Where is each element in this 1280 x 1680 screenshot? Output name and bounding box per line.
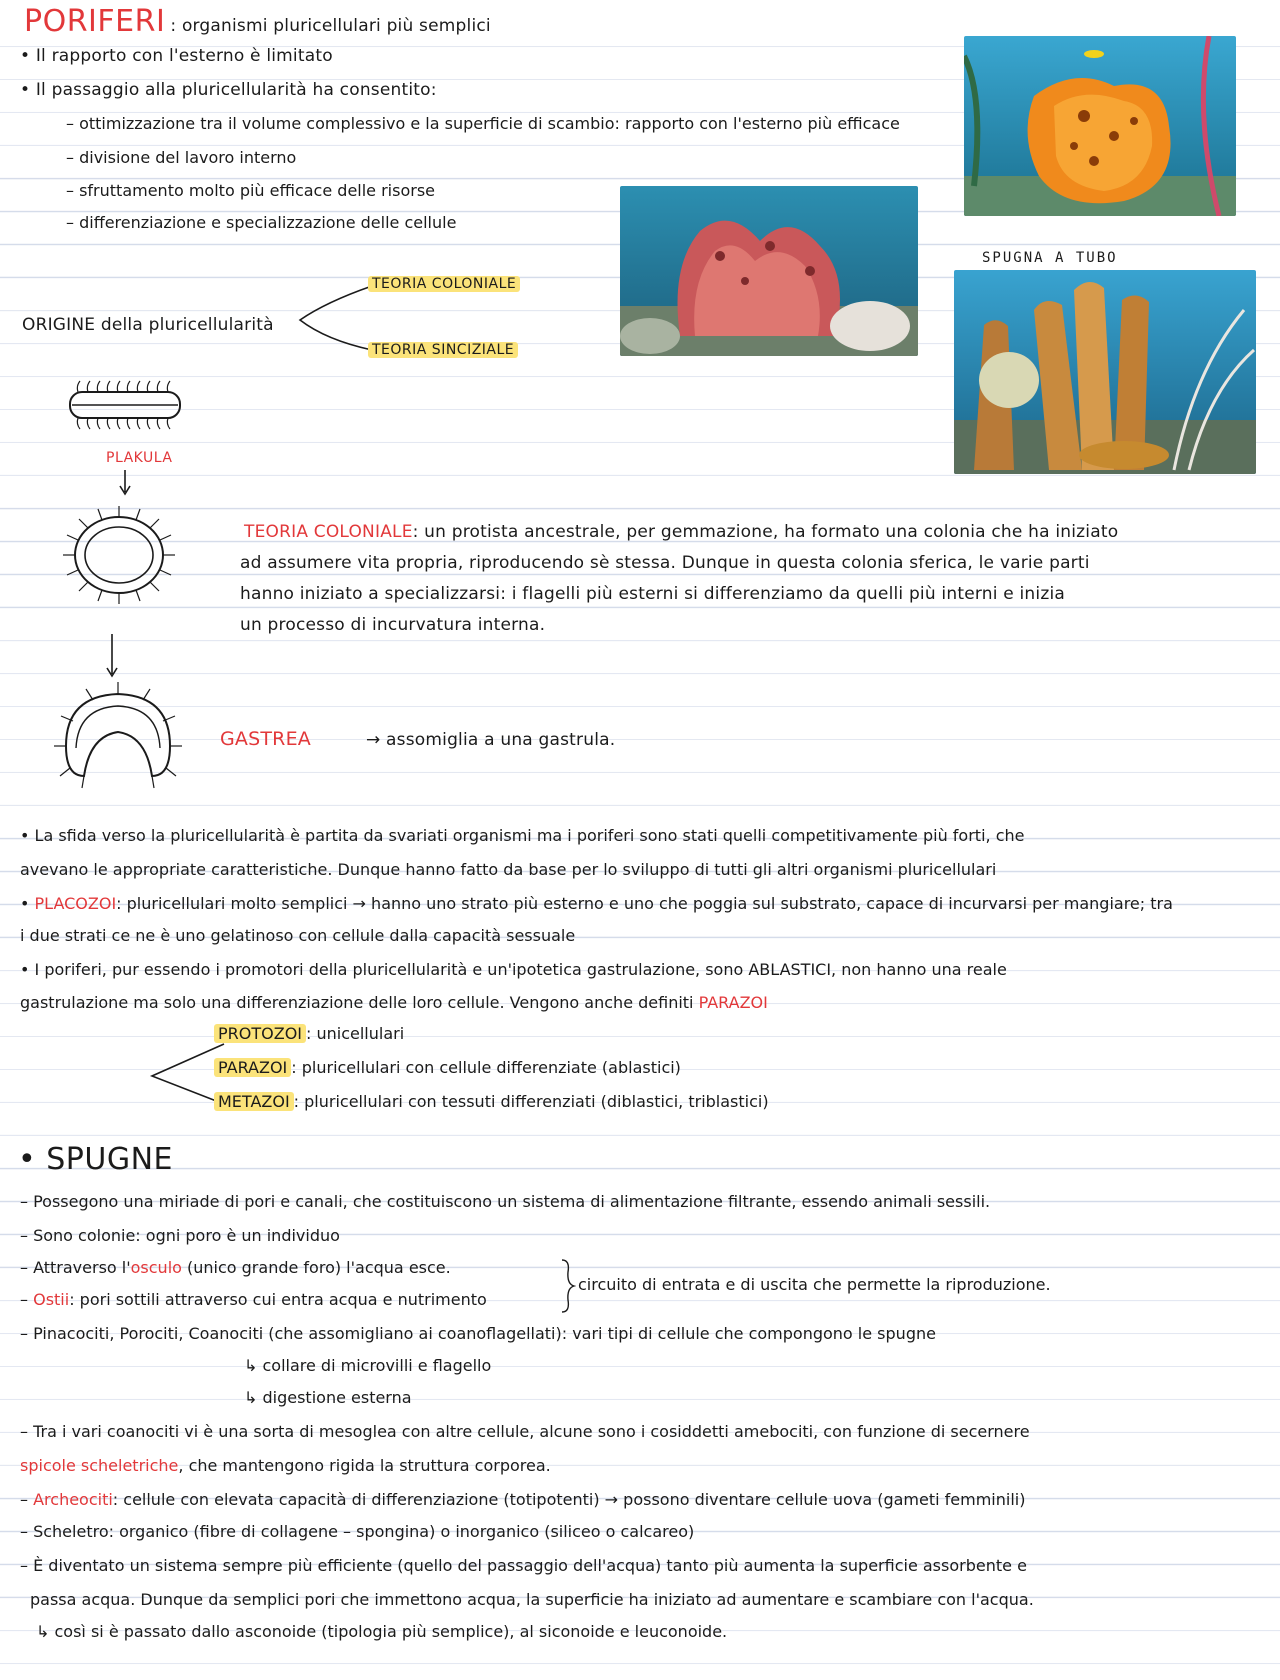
pink-sponge-photo (620, 186, 918, 356)
sponges-line-2: – Sono colonie: ogni poro è un individuo (20, 1226, 340, 1245)
arrow-down-icon (105, 634, 119, 678)
paragraph-2-bullet: • (20, 894, 35, 913)
colonial-theory-line-4: un processo di incurvatura interna. (240, 615, 546, 635)
sponges-line-4-post: : pori sottili attraverso cui entra acqua e nutrimento (69, 1290, 487, 1309)
paragraph-2-line-1 (20, 894, 1173, 913)
sponges-line-7 (20, 1490, 1025, 1509)
theory-sinciziale-tag: TEORIA SINCIZIALE (368, 342, 518, 358)
class-protozoi (214, 1024, 404, 1043)
intro-bullet-1: • Il rapporto con l'esterno è limitato (20, 46, 333, 66)
parazoi-term: PARAZOI (698, 993, 768, 1012)
colonial-theory-line-1 (244, 522, 1118, 542)
sponges-line-4-pre: – (20, 1290, 34, 1309)
class-desc: : unicellulari (306, 1024, 405, 1043)
paragraph-3-line-1: • I poriferi, pur essendo i promotori della pluricellularità e un'ipotetica gastrulazione, sono ABLASTICI, non hanno una reale (20, 960, 1007, 979)
page-title: PORIFERI (24, 4, 166, 39)
paragraph-3-text-2: gastrulazione ma solo una differenziazione delle loro cellule. Vengono anche definiti (20, 993, 699, 1012)
brace-icon (560, 1258, 576, 1314)
sponges-line-6b-text: , che mantengono rigida la struttura corporea. (178, 1456, 551, 1475)
class-term: PROTOZOI (214, 1024, 306, 1043)
sponges-line-7-pre: – (20, 1490, 34, 1509)
sponges-line-6b (20, 1456, 551, 1475)
paragraph-2-text-1: : pluricellulari molto semplici → hanno uno strato più esterno e uno che poggia sul substrato, capace di incurvarsi per mangiare; tra (116, 894, 1173, 913)
sponges-line-8: – Scheletro: organico (fibre di collagene – spongina) o inorganico (siliceo o calcareo) (20, 1522, 695, 1541)
intro-sub-4: – differenziazione e specializzazione delle cellule (66, 213, 457, 232)
tube-sponge-photo (954, 270, 1256, 474)
arrow-down-icon (118, 470, 132, 496)
colonial-theory-text-1: : un protista ancestrale, per gemmazione, ha formato una colonia che ha iniziato (412, 522, 1119, 542)
placozoi-term: PLACOZOI (34, 894, 117, 913)
paragraph-1-line-2: avevano le appropriate caratteristiche. Dunque hanno fatto da base per lo sviluppo di tutti gli altri organismi pluricellulari (20, 860, 997, 879)
sponges-line-6: – Tra i vari coanociti vi è una sorta di mesoglea con altre cellule, alcune sono i cosiddetti amebociti, con funzione di secernere (20, 1422, 1030, 1441)
colonial-theory-line-2: ad assumere vita propria, riproducendo sè stessa. Dunque in questa colonia sferica, le varie parti (240, 553, 1090, 573)
archeociti-term: Archeociti (33, 1490, 113, 1509)
class-metazoi (214, 1092, 769, 1111)
orange-sponge-photo (964, 36, 1236, 216)
sponges-line-5a: ↳ collare di microvilli e flagello (244, 1356, 492, 1375)
osculo-term: osculo (130, 1258, 182, 1277)
paragraph-1-line-1: • La sfida verso la pluricellularità è partita da svariati organismi ma i poriferi sono stati quelli competitivamente più forti, che (20, 826, 1025, 845)
origin-branch-lines (296, 278, 376, 358)
sponges-line-9b: passa acqua. Dunque da semplici pori che immettono acqua, la superficie ha iniziato ad aumentare e scambiare con l'acqua. (30, 1590, 1034, 1609)
sponges-line-1: – Possegono una miriade di pori e canali, che costituiscono un sistema di alimentazione filtrante, essendo animali sessili. (20, 1192, 991, 1211)
sponges-line-3-pre: – Attraverso l' (20, 1258, 131, 1277)
page-title-block (24, 4, 491, 39)
plakula-label: PLAKULA (106, 450, 173, 466)
colonial-theory-line-3: hanno iniziato a specializzarsi: i flagelli più esterni si differenziamo da quelli più interni e inizia (240, 584, 1065, 604)
sponges-line-3 (20, 1258, 451, 1277)
paragraph-2-line-2: i due strati ce ne è uno gelatinoso con cellule dalla capacità sessuale (20, 926, 576, 945)
sponges-line-9c: ↳ così si è passato dallo asconoide (tipologia più semplice), al siconoide e leuconoide. (36, 1622, 728, 1641)
sponges-line-4 (20, 1290, 487, 1309)
intro-bullet-2: • Il passaggio alla pluricellularità ha consentito: (20, 80, 437, 100)
class-term: METAZOI (214, 1092, 294, 1111)
theory-coloniale-tag: TEORIA COLONIALE (368, 276, 520, 292)
sponges-line-5: – Pinacociti, Porociti, Coanociti (che assomigliano ai coanoflagellati): vari tipi di cellule che compongono le spugne (20, 1324, 936, 1343)
colonial-theory-title: TEORIA COLONIALE (244, 522, 413, 542)
intro-sub-1: – ottimizzazione tra il volume complessivo e la superficie di scambio: rapporto con l'esterno più efficace (66, 114, 900, 133)
sponges-line-7-post: : cellule con elevata capacità di differenziazione (totipotenti) → possono diventare cellule uova (gameti femminili) (112, 1490, 1026, 1509)
origin-label: ORIGINE della pluricellularità (22, 315, 274, 335)
brace-note: circuito di entrata e di uscita che permette la riproduzione. (578, 1275, 1051, 1294)
intro-sub-3: – sfruttamento molto più efficace delle risorse (66, 181, 436, 200)
ostii-term: Ostii (33, 1290, 70, 1309)
page-subtitle: : organismi pluricellulari più semplici (170, 16, 491, 36)
sponges-line-5b: ↳ digestione esterna (244, 1388, 412, 1407)
class-term: PARAZOI (214, 1058, 291, 1077)
sponges-title: • SPUGNE (18, 1142, 173, 1177)
sponges-line-9: – È diventato un sistema sempre più efficiente (quello del passaggio dell'acqua) tanto più aumenta la superficie assorbente e (20, 1556, 1027, 1575)
plakula-drawing (60, 378, 190, 434)
gastrea-drawing (48, 676, 188, 796)
sponges-line-3-post: (unico grande foro) l'acqua esce. (181, 1258, 451, 1277)
spicole-term: spicole scheletriche (20, 1456, 179, 1475)
gastrea-description: → assomiglia a una gastrula. (366, 730, 616, 750)
class-parazoi (214, 1058, 681, 1077)
class-desc: : pluricellulari con cellule differenziate (ablastici) (291, 1058, 681, 1077)
blastula-drawing (54, 500, 184, 610)
class-desc: : pluricellulari con tessuti differenziati (diblastici, triblastici) (293, 1092, 769, 1111)
intro-sub-2: – divisione del lavoro interno (66, 148, 297, 167)
tube-sponge-caption: SPUGNA A TUBO (982, 250, 1118, 266)
paragraph-3-line-2 (20, 993, 768, 1012)
gastrea-label: GASTREA (220, 728, 311, 750)
